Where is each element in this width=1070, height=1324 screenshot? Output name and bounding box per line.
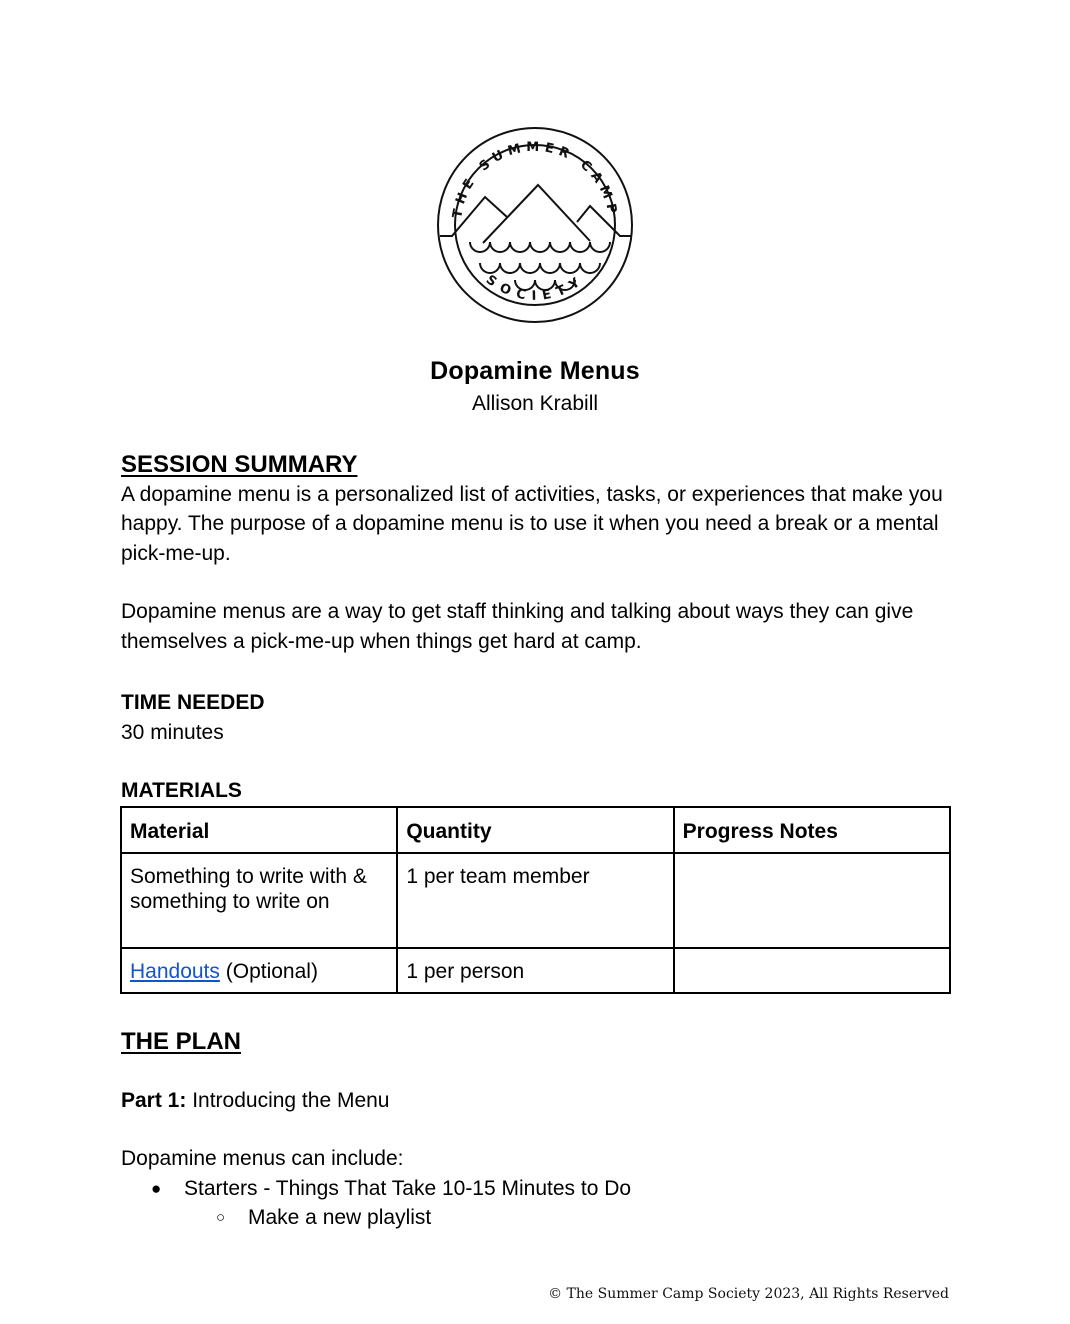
sub-list	[184, 1203, 951, 1233]
column-header-quantity: Quantity	[397, 807, 673, 853]
time-needed-section	[121, 688, 951, 747]
sub-list-item-label: Make a new playlist	[248, 1206, 432, 1229]
materials-heading: MATERIALS	[121, 779, 242, 802]
summary-paragraph: Dopamine menus are a way to get staff thinking and talking about ways they can give themselves a pick-me-up when things get hard at camp.	[121, 600, 914, 653]
copyright-footer: © The Summer Camp Society 2023, All Rights Reserved	[548, 1286, 949, 1302]
column-header-progress-notes: Progress Notes	[674, 807, 950, 853]
table-row	[121, 948, 950, 993]
material-cell	[121, 948, 397, 993]
logo-bottom-text: SOCIETY	[482, 272, 588, 304]
table-header-row	[121, 807, 950, 853]
document-title: Dopamine Menus	[430, 357, 640, 385]
summary-paragraph: A dopamine menu is a personalized list of activities, tasks, or experiences that make you happy. The purpose of a dopamine menu is to use it when you need a break or a mental pick-me-up.	[121, 482, 943, 565]
material-cell: Something to write with & something to write on	[121, 853, 397, 948]
notes-cell	[674, 948, 950, 993]
summer-camp-society-logo	[435, 125, 635, 325]
session-summary-heading: SESSION SUMMARY	[121, 451, 358, 478]
material-suffix: (Optional)	[219, 960, 318, 983]
plan-intro: Dopamine menus can include:	[121, 1147, 404, 1170]
column-header-material: Material	[121, 807, 397, 853]
session-summary-section	[121, 450, 951, 656]
handouts-link[interactable]: Handouts	[130, 960, 220, 983]
bullet-filled-icon: ●	[151, 1178, 162, 1198]
plan-section	[121, 1027, 951, 1233]
part-1-title: Introducing the Menu	[186, 1088, 390, 1112]
notes-cell	[674, 853, 950, 948]
quantity-cell: 1 per team member	[397, 853, 673, 948]
time-needed-heading: TIME NEEDED	[121, 691, 265, 714]
quantity-cell: 1 per person	[397, 948, 673, 993]
menu-list	[121, 1174, 951, 1233]
table-row	[121, 853, 950, 948]
part-1-label: Part 1:	[121, 1088, 187, 1112]
materials-table	[120, 806, 951, 994]
materials-heading-block	[121, 776, 951, 806]
part-1-line	[121, 1086, 951, 1116]
list-item	[121, 1174, 951, 1233]
list-item-label: Starters - Things That Take 10-15 Minutes to Do	[184, 1176, 632, 1200]
sub-list-item	[184, 1203, 951, 1233]
bullet-hollow-icon: ○	[216, 1209, 226, 1226]
logo-top-text: THE SUMMER CAMP	[450, 139, 620, 220]
plan-heading: THE PLAN	[121, 1028, 241, 1055]
document-author: Allison Krabill	[471, 392, 599, 415]
time-needed-value: 30 minutes	[121, 720, 224, 744]
